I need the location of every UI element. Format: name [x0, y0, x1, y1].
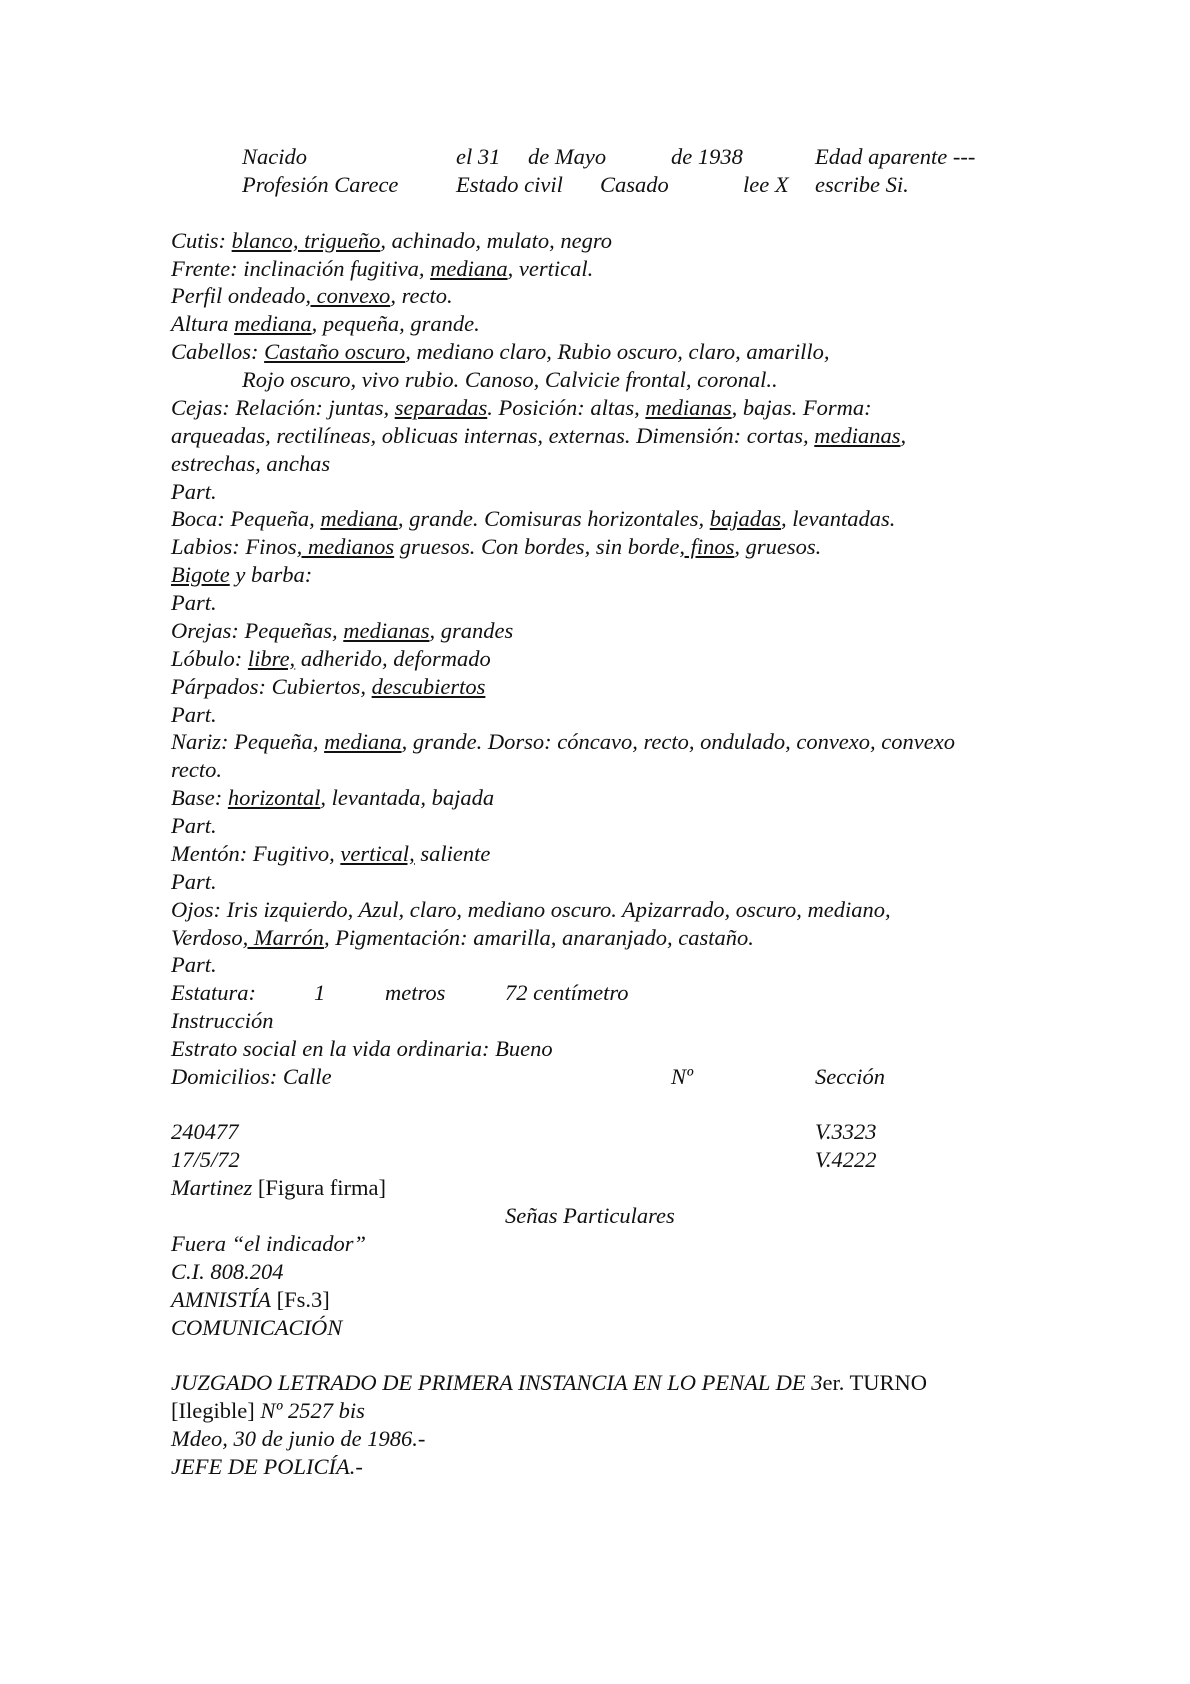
- labios-line: Labios: Finos, medianos gruesos. Con bordes, sin borde, finos, gruesos.: [171, 534, 822, 559]
- nacido-label: Nacido: [242, 144, 307, 169]
- instruccion: Instrucción: [171, 1008, 274, 1033]
- parpados-line: Párpados: Cubiertos, descubiertos: [171, 674, 486, 699]
- ojos-line: Ojos: Iris izquierdo, Azul, claro, mediano oscuro. Apizarrado, oscuro, mediano,: [171, 897, 891, 922]
- bigote-selected: Bigote: [171, 562, 230, 587]
- record-right: V.3323: [815, 1119, 877, 1144]
- ilegible-note: [Ilegible]: [171, 1398, 255, 1423]
- record-right: V.4222: [815, 1147, 877, 1172]
- cabellos-selected: Castaño oscuro: [264, 339, 406, 364]
- nariz-line: Nariz: Pequeña, mediana, grande. Dorso: cóncavo, recto, ondulado, convexo, convexo: [171, 729, 955, 754]
- expediente-number: Nº 2527 bis: [254, 1398, 365, 1423]
- birth-year: de 1938: [671, 144, 743, 169]
- fecha-line: Mdeo, 30 de junio de 1986.-: [171, 1426, 426, 1451]
- base-line: Base: horizontal, levantada, bajada: [171, 785, 495, 810]
- cejas-dimension-selected: medianas: [814, 423, 901, 448]
- fuera-line: Fuera “el indicador”: [171, 1231, 366, 1256]
- birth-month: de Mayo: [528, 144, 607, 169]
- civil-status-value: Casado: [600, 172, 669, 197]
- nariz-selected: mediana: [324, 729, 402, 754]
- frente-selected: mediana: [430, 256, 508, 281]
- domicilios-numero: Nº: [671, 1064, 693, 1089]
- record-left: 17/5/72: [171, 1147, 240, 1172]
- estatura-label: Estatura:: [171, 980, 257, 1005]
- altura-line: Altura mediana, pequeña, grande.: [171, 311, 480, 336]
- lobulo-line: Lóbulo: libre, adherido, deformado: [171, 646, 491, 671]
- part-label: Part.: [171, 813, 217, 838]
- ojos-selected: , Marrón: [242, 925, 324, 950]
- estatura-meters-unit: metros: [385, 980, 446, 1005]
- menton-selected: vertical,: [340, 841, 415, 866]
- comunicacion-line: COMUNICACIÓN: [171, 1315, 343, 1340]
- signature-line: [171, 1174, 386, 1202]
- ci-line: C.I. 808.204: [171, 1259, 284, 1284]
- estatura-meters-value: 1: [314, 980, 326, 1005]
- cabellos-line: Cabellos: Castaño oscuro, mediano claro, Rubio oscuro, claro, amarillo,: [171, 339, 830, 364]
- part-label: Part.: [171, 479, 217, 504]
- estatura-cm: 72 centímetro: [505, 980, 629, 1005]
- altura-selected: mediana: [234, 311, 312, 336]
- writes: escribe Si.: [815, 172, 909, 197]
- cabellos-line-2: Rojo oscuro, vivo rubio. Canoso, Calvicie frontal, coronal..: [242, 367, 778, 392]
- ojos-line-2: Verdoso, Marrón, Pigmentación: amarilla, anaranjado, castaño.: [171, 925, 754, 950]
- domicilios-label: Domicilios: Calle: [171, 1064, 332, 1089]
- birth-day: el 31: [456, 144, 501, 169]
- cejas-line-3: estrechas, anchas: [171, 451, 331, 476]
- ilegible-line: [171, 1397, 365, 1425]
- estrato-social: Estrato social en la vida ordinaria: Bueno: [171, 1036, 553, 1061]
- domicilios-seccion: Sección: [815, 1064, 885, 1089]
- cejas-relation-selected: separadas: [394, 395, 488, 420]
- cejas-line-2: arqueadas, rectilíneas, oblicuas internas, externas. Dimensión: cortas, medianas,: [171, 423, 907, 448]
- perfil-selected: , convexo: [305, 283, 391, 308]
- part-label: Part.: [171, 702, 217, 727]
- orejas-selected: medianas: [343, 618, 430, 643]
- cutis-selected: blanco, trigueño: [231, 228, 381, 253]
- menton-line: Mentón: Fugitivo, vertical, saliente: [171, 841, 491, 866]
- parpados-selected: descubiertos: [371, 674, 486, 699]
- profession: Profesión Carece: [242, 172, 399, 197]
- bordes-selected: , finos: [679, 534, 735, 559]
- boca-line: Boca: Pequeña, mediana, grande. Comisuras horizontales, bajadas, levantadas.: [171, 506, 896, 531]
- orejas-line: Orejas: Pequeñas, medianas, grandes: [171, 618, 514, 643]
- boca-selected: mediana: [320, 506, 398, 531]
- lobulo-selected: libre,: [247, 646, 296, 671]
- part-label: Part.: [171, 952, 217, 977]
- cutis-line: Cutis: blanco, trigueño, achinado, mulato, negro: [171, 228, 613, 253]
- signature-note: [Figura firma]: [252, 1175, 386, 1200]
- comisuras-selected: bajadas: [709, 506, 781, 531]
- base-selected: horizontal: [227, 785, 321, 810]
- part-label: Part.: [171, 590, 217, 615]
- cejas-position-selected: medianas: [645, 395, 732, 420]
- part-label: Part.: [171, 869, 217, 894]
- amnistia-line: AMNISTÍA [Fs.3]: [171, 1287, 330, 1312]
- record-left: 240477: [171, 1119, 239, 1144]
- civil-status-label: Estado civil: [456, 172, 563, 197]
- signer-name: Martinez: [171, 1175, 253, 1200]
- labios-selected: , medianos: [296, 534, 395, 559]
- juzgado-line: JUZGADO LETRADO DE PRIMERA INSTANCIA EN LO PENAL DE 3er. TURNO: [171, 1370, 928, 1395]
- senas-particulares-heading: Señas Particulares: [505, 1203, 675, 1228]
- bigote-line: Bigote y barba:: [171, 562, 313, 587]
- cejas-line: Cejas: Relación: juntas, separadas. Posición: altas, medianas, bajas. Forma:: [171, 395, 872, 420]
- apparent-age: Edad aparente ---: [815, 144, 976, 169]
- perfil-line: Perfil ondeado, convexo, recto.: [171, 283, 453, 308]
- reads: lee X: [743, 172, 789, 197]
- frente-line: Frente: inclinación fugitiva, mediana, vertical.: [171, 256, 594, 281]
- nariz-line-2: recto.: [171, 757, 223, 782]
- jefe-line: JEFE DE POLICÍA.-: [171, 1454, 363, 1479]
